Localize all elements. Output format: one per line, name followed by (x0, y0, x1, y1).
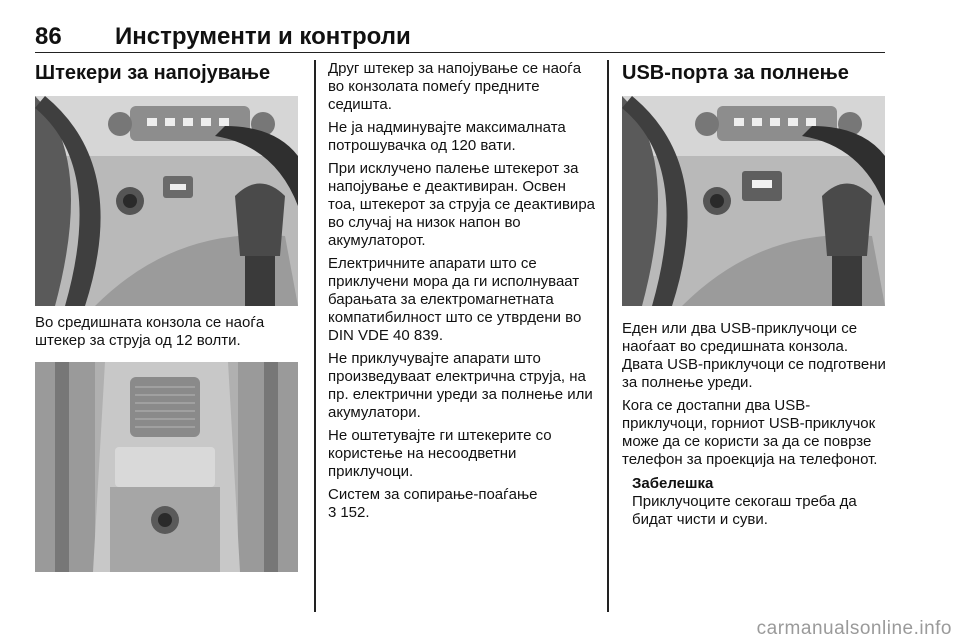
middle-column (328, 60, 596, 527)
usb-port-photo (622, 96, 885, 306)
section-heading-usb: USB-порта за полнење (622, 62, 849, 84)
column-divider (607, 60, 609, 612)
paragraph: Еден или два USB-приклучоци се наоѓаат во средишната конзола. Двата USB-приклучоци се подготвени за полнење уреди. (622, 320, 886, 391)
left-column (35, 60, 300, 572)
page-header (35, 22, 885, 53)
paragraph: Не оштетувајте ги штекерите со користење на несоодветни приклучоци. (328, 427, 552, 480)
column-divider (314, 60, 316, 612)
paragraph: Систем за сопирање-поаѓање (328, 486, 538, 503)
outlet-caption: Во средишната конзола се наоѓа штекер за струја од 12 волти. (35, 314, 265, 349)
watermark: carmanualsonline.info (756, 618, 952, 639)
front-seat-console-photo (35, 362, 298, 572)
right-column (622, 60, 888, 529)
paragraph: Не ја надминувајте максималната потрошувачка од 120 вати. (328, 119, 566, 154)
section-heading-power-outlets: Штекери за напојување (35, 62, 271, 84)
reference-page: 152. (340, 504, 370, 521)
note-body: Приклучоците секогаш треба да бидат чисти и суви. (632, 493, 857, 528)
page-reference[interactable] (328, 504, 596, 522)
paragraph: Не приклучувајте апарати што произведуваат електрична струја, на пр. електрични уреди за полнење или акумулатори. (328, 350, 593, 421)
reference-arrow-icon: 3 (328, 504, 337, 521)
note-title: Забелешка (632, 475, 714, 492)
paragraph: Кога се достапни два USB-приклучоци, горниот USB-приклучок може да се користи за да се поврзе телефон за проекција на телефонот. (622, 397, 878, 468)
chapter-title: Инструменти и контроли (115, 23, 411, 50)
paragraph: Електричните апарати што се приклучени мора да ги исполнуваат барањата за електромагнетната компатибилност што се утврдени во DIN VDE 40 839. (328, 255, 582, 344)
paragraph: При исклучено палење штекерот за напојување е деактивиран. Освен тоа, штекерот за струја се деактивира во случај на низок напон во акумулаторот. (328, 160, 595, 249)
page-number: 86 (35, 23, 62, 50)
center-console-outlet-photo (35, 96, 298, 306)
paragraph: Друг штекер за напојување се наоѓа во конзолата помеѓу предните седишта. (328, 60, 582, 113)
